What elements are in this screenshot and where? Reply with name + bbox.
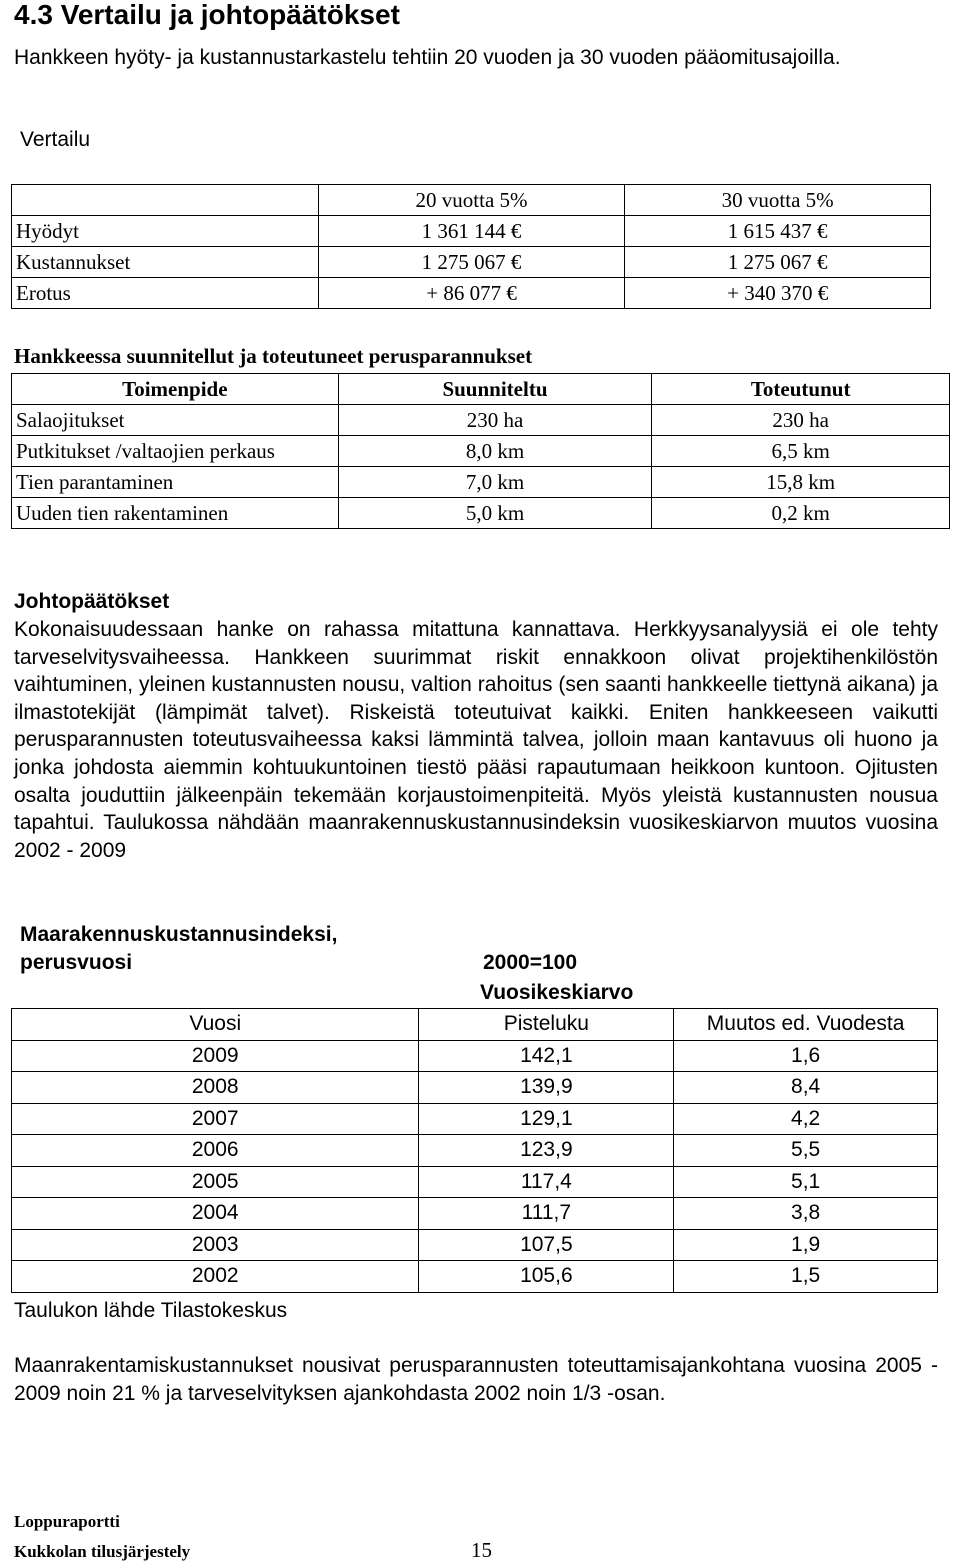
table-cell: 1 361 144 € bbox=[318, 216, 625, 247]
comparison-header-cell: 30 vuotta 5% bbox=[625, 185, 931, 216]
table-cell: 2003 bbox=[12, 1229, 419, 1261]
improvements-table bbox=[11, 373, 950, 529]
improvements-header-cell: Suunniteltu bbox=[338, 374, 652, 405]
table-cell: 139,9 bbox=[419, 1072, 674, 1104]
row-label: Tien parantaminen bbox=[12, 467, 339, 498]
table-cell: 1,5 bbox=[674, 1261, 938, 1293]
table-row bbox=[12, 1103, 938, 1135]
section-heading: 4.3 Vertailu ja johtopäätökset bbox=[14, 0, 400, 30]
table-row bbox=[12, 436, 950, 467]
improvements-header-cell: Toimenpide bbox=[12, 374, 339, 405]
table-source-note: Taulukon lähde Tilastokeskus bbox=[14, 1299, 288, 1322]
comparison-header-cell: 20 vuotta 5% bbox=[318, 185, 625, 216]
page-number: 15 bbox=[471, 1538, 492, 1562]
table-cell: 8,4 bbox=[674, 1072, 938, 1104]
table-row bbox=[12, 405, 950, 436]
table-row bbox=[12, 1261, 938, 1293]
table-cell: 8,0 km bbox=[338, 436, 652, 467]
closing-paragraph: Maanrakentamiskustannukset nousivat perusparannusten toteuttamisajankohtana vuosina 2005 - 2009 noin 21 % ja tarveselvityksen ajankohdasta 2002 noin 1/3 -osan. bbox=[14, 1354, 938, 1405]
conclusions-title: Johtopäätökset bbox=[14, 590, 170, 613]
table-cell: 4,2 bbox=[674, 1103, 938, 1135]
table-row bbox=[12, 1040, 938, 1072]
improvements-header-cell: Toteutunut bbox=[652, 374, 950, 405]
index-table bbox=[11, 1008, 938, 1293]
index-header-cell: Muutos ed. Vuodesta bbox=[674, 1009, 938, 1041]
index-header-row bbox=[12, 1009, 938, 1041]
table-row bbox=[12, 1135, 938, 1167]
conclusions-paragraph: Kokonaisuudessaan hanke on rahassa mitattuna kannattava. Herkkyysanalyysiä ei ole tehty tarveselvitysvaiheessa. Hankkeen suurimmat riskit ennakkoon olivat projektihenkilöstön vaihtuminen, yleinen kustannusten nousu, valtion rahoitus (sen saanti hankkeelle tiettynä aikana) ja ilmastotekijät (lämpimät talvet). Riskeistä toteutuivat kaikki. Eniten hankkeeseen vaikutti perusparannusten toteutusvaiheessa kaksi lämmintä talvea, jolloin maan kantavuus oli huono ja jonka johdosta aiemmin kohtuukuntoinen tiestö pääsi rapautumaan heikkoon kuntoon. Ojitusten osalta jouduttiin jälkeenpäin tekemään korjaustoimenpiteitä. Myös yleistä kustannusten nousua tapahtui. Taulukossa nähdään maanrakennuskustannusindeksin vuosikeskiarvon muutos vuosina 2002 - 2009 bbox=[14, 618, 938, 862]
row-label: Uuden tien rakentaminen bbox=[12, 498, 339, 529]
index-base-year: 2000=100 bbox=[483, 951, 578, 974]
table-cell: 230 ha bbox=[338, 405, 652, 436]
table-cell: 230 ha bbox=[652, 405, 950, 436]
table-cell: 142,1 bbox=[419, 1040, 674, 1072]
table-row bbox=[12, 1072, 938, 1104]
intro-paragraph: Hankkeen hyöty- ja kustannustarkastelu tehtiin 20 vuoden ja 30 vuoden pääomitusajoilla. bbox=[14, 46, 841, 69]
comparison-title: Vertailu bbox=[20, 128, 91, 151]
table-cell: 117,4 bbox=[419, 1166, 674, 1198]
table-cell: 2008 bbox=[12, 1072, 419, 1104]
table-cell: 7,0 km bbox=[338, 467, 652, 498]
table-row bbox=[12, 278, 931, 309]
table-cell: 5,1 bbox=[674, 1166, 938, 1198]
row-label: Salaojitukset bbox=[12, 405, 339, 436]
improvements-title: Hankkeessa suunnitellut ja toteutuneet perusparannukset bbox=[14, 344, 533, 368]
table-cell: 0,2 km bbox=[652, 498, 950, 529]
table-row bbox=[12, 247, 931, 278]
table-cell: 5,5 bbox=[674, 1135, 938, 1167]
index-title: Maarakennuskustannusindeksi, bbox=[20, 923, 338, 946]
table-cell: 5,0 km bbox=[338, 498, 652, 529]
comparison-header-cell bbox=[12, 185, 319, 216]
row-label: Hyödyt bbox=[12, 216, 319, 247]
footer-report-title: Loppuraportti bbox=[14, 1512, 120, 1531]
table-cell: 2009 bbox=[12, 1040, 419, 1072]
index-header-cell: Vuosi bbox=[12, 1009, 419, 1041]
table-row bbox=[12, 1166, 938, 1198]
table-cell: 2002 bbox=[12, 1261, 419, 1293]
table-row bbox=[12, 1229, 938, 1261]
improvements-header-row bbox=[12, 374, 950, 405]
table-row bbox=[12, 467, 950, 498]
table-row bbox=[12, 216, 931, 247]
table-cell: 111,7 bbox=[419, 1198, 674, 1230]
table-cell: 1 275 067 € bbox=[625, 247, 931, 278]
table-cell: 1,6 bbox=[674, 1040, 938, 1072]
table-cell: 1,9 bbox=[674, 1229, 938, 1261]
table-cell: 1 275 067 € bbox=[318, 247, 625, 278]
table-cell: 3,8 bbox=[674, 1198, 938, 1230]
row-label: Kustannukset bbox=[12, 247, 319, 278]
table-cell: 129,1 bbox=[419, 1103, 674, 1135]
table-cell: 1 615 437 € bbox=[625, 216, 931, 247]
table-cell: + 340 370 € bbox=[625, 278, 931, 309]
row-label: Erotus bbox=[12, 278, 319, 309]
comparison-table bbox=[11, 184, 931, 309]
index-title-line2: perusvuosi bbox=[20, 951, 133, 974]
table-row bbox=[12, 498, 950, 529]
footer-project-name: Kukkolan tilusjärjestely bbox=[14, 1542, 191, 1561]
table-cell: 123,9 bbox=[419, 1135, 674, 1167]
comparison-header-row bbox=[12, 185, 931, 216]
table-cell: 6,5 km bbox=[652, 436, 950, 467]
table-row bbox=[12, 1198, 938, 1230]
table-cell: 2005 bbox=[12, 1166, 419, 1198]
table-cell: + 86 077 € bbox=[318, 278, 625, 309]
table-cell: 105,6 bbox=[419, 1261, 674, 1293]
table-cell: 15,8 km bbox=[652, 467, 950, 498]
index-header-cell: Pisteluku bbox=[419, 1009, 674, 1041]
table-cell: 2006 bbox=[12, 1135, 419, 1167]
table-cell: 2007 bbox=[12, 1103, 419, 1135]
row-label: Putkitukset /valtaojien perkaus bbox=[12, 436, 339, 467]
index-subtitle: Vuosikeskiarvo bbox=[480, 981, 634, 1004]
table-cell: 2004 bbox=[12, 1198, 419, 1230]
table-cell: 107,5 bbox=[419, 1229, 674, 1261]
